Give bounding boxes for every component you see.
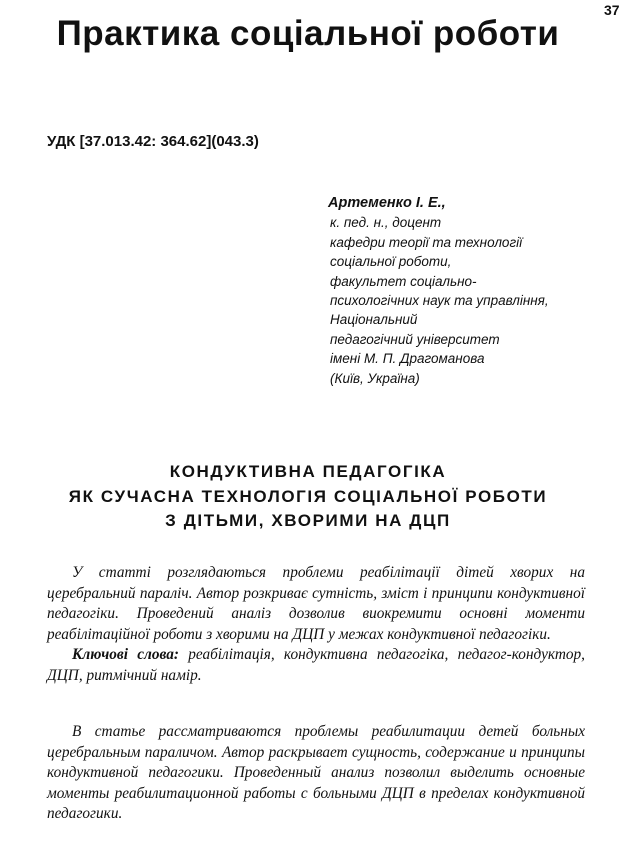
affiliation-line: к. пед. н., доцент [330,215,442,231]
keywords-paragraph [47,645,585,686]
article-title-line: КОНДУКТИВНА ПЕДАГОГІКА [169,462,447,481]
affiliation-line: факультет соціально- [330,273,477,289]
section-title: Практика соціальної роботи [56,14,560,53]
article-title [0,460,616,534]
affiliation-line: (Київ, Україна) [330,370,420,386]
keywords-label: Ключові слова: [72,646,179,663]
abstract-russian [47,722,585,825]
author-block [328,194,608,388]
affiliation-line: кафедри теорії та технології [330,234,523,250]
keywords-text: реабілітація, кондуктивна педагогіка, педагог-кондуктор, ДЦП, ритмічний намір. [47,646,585,684]
article-title-line: ЯК СУЧАСНА ТЕХНОЛОГІЯ СОЦІАЛЬНОЇ РОБОТИ [68,486,548,506]
article-title-line: З ДІТЬМИ, ХВОРИМИ НА ДЦП [165,511,451,530]
affiliation-line: соціальної роботи, [330,254,452,270]
affiliation-line: педагогічний університет [330,331,500,347]
abstract-uk-text: У статті розглядаються проблеми реабілітації дітей хворих на церебральний параліч. Автор розкриває сутність, зміст і принципи кондуктивної педагогіки. Проведений аналіз дозволив виокремити основні моменти реабілітаційної роботи з хворими на ДЦП у межах кондуктивної педагогіки. [47,564,585,643]
udc-code: УДК [37.013.42: 364.62](043.3) [47,133,259,150]
page-number: 37 [604,2,620,18]
abstract-ukrainian [47,563,585,686]
affiliation-line: Національний [330,312,418,328]
affiliation-line: імені М. П. Драгоманова [330,351,485,367]
abstract-ru-text: В статье рассматриваются проблемы реабилитации детей больных церебральным параличом. Автор раскрывает сущность, содержание и принципы кондуктивной педагогики. Проведенный анализ позволил выделить основные моменты реабилитационной работы с больными ДЦП в пределах кондуктивной педагогики. [47,723,585,822]
affiliation-line: психологічних наук та управління, [330,293,549,309]
author-name: Артеменко І. Е., [328,195,446,211]
